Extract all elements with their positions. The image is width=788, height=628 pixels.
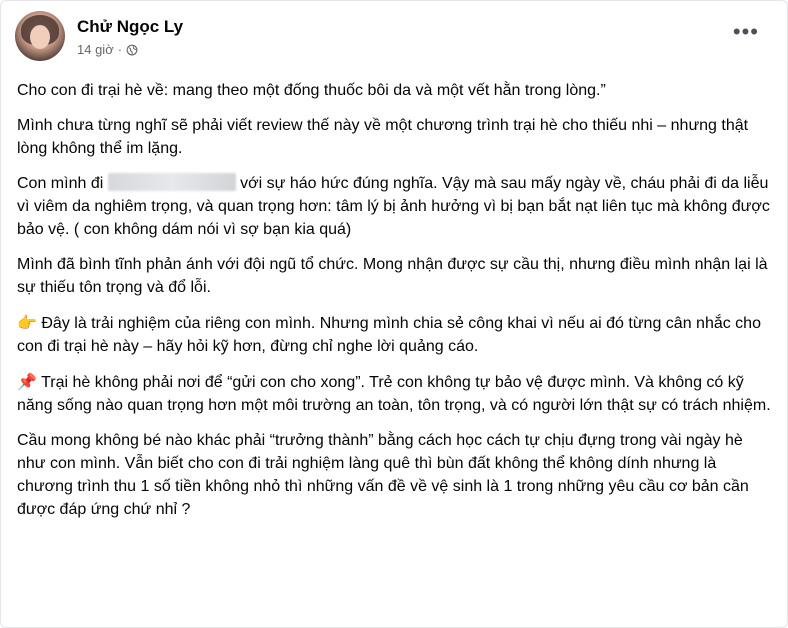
post-paragraph-4: Mình đã bình tĩnh phản ánh với đội ngũ tổ chức. Mong nhận được sự cầu thị, nhưng điều mình nhận lại là sự thiếu tôn trọng và đổ lỗi. [17,256,768,296]
paragraph-6-text: Trại hè không phải nơi để “gửi con cho xong”. Trẻ con không tự bảo vệ được mình. Và không có kỹ năng sống nào quan trọng hơn một môi trường an toàn, tôn trọng, và có người lớn thật sự có trách nhiệm. [17,374,771,414]
globe-icon[interactable] [126,44,138,56]
author-name[interactable]: Chử Ngọc Ly [77,16,184,36]
paragraph-3-rest: với sự háo hức đúng nghĩa. Vậy mà sau mấy ngày về, cháu phải đi da liễu vì viêm da nghiêm trọng, và quan trọng hơn: tâm lý bị ảnh hưởng vì bị bạn bắt nạt liên tục mà không được bảo vệ. ( con không dám nói vì sợ bạn kia quá) [17,175,770,238]
separator-dot: · [117,41,123,57]
paragraph-3-start: Con mình đi [17,175,108,192]
post-paragraph-3 [17,172,775,241]
more-options-icon[interactable]: ••• [732,19,759,44]
post-header [15,11,183,61]
paragraph-5-text: Đây là trải nghiệm của riêng con mình. Nhưng mình chia sẻ công khai vì nếu ai đó từng cân nhắc cho con đi trại hè này – hãy hỏi kỹ hơn, đừng chỉ nghe lời quảng cáo. [17,315,761,355]
post-subline [77,41,183,59]
avatar-face [30,25,50,49]
post-paragraph-5 [17,311,775,358]
post-meta [77,14,183,59]
post-timestamp[interactable]: 14 giờ [77,41,114,57]
post-paragraph-2: Mình chưa từng nghĩ sẽ phải viết review thế này về một chương trình trại hè cho thiếu nhi – nhưng thật lòng không thể im lặng. [17,117,749,157]
post-body [17,79,775,533]
pointing-hand-icon: 👉 [17,313,37,332]
pushpin-icon: 📌 [17,372,37,391]
post-paragraph-6 [17,370,775,417]
author-avatar[interactable] [15,11,65,61]
post-paragraph-1: Cho con đi trại hè về: mang theo một đống thuốc bôi da và một vết hằn trong lòng.” [17,82,606,99]
redacted-camp-name [108,173,236,191]
post-paragraph-7: Cầu mong không bé nào khác phải “trưởng thành” bằng cách học cách tự chịu đựng trong vài ngày hè như con mình. Vẫn biết cho con đi trải nghiệm làng quê thì bùn đất không thể không dính nhưng là chương trình thu 1 số tiền không nhỏ thì những vấn đề về vệ sinh là 1 trong những yêu cầu cơ bản cần được đáp ứng chứ nhỉ ? [17,432,749,518]
